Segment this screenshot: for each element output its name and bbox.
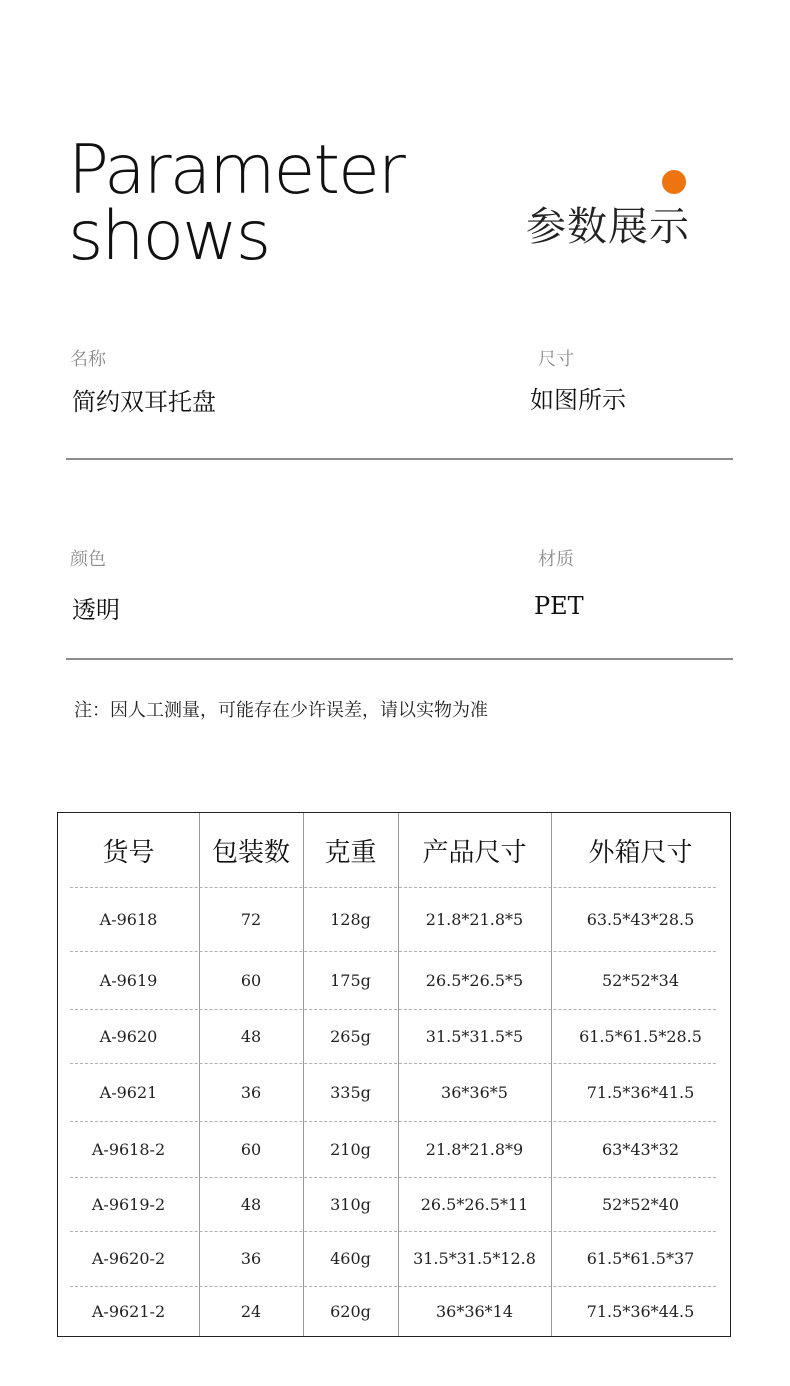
cell-carton-size: 61.5*61.5*37 bbox=[586, 1249, 695, 1268]
cell-weight: 265g bbox=[330, 1026, 371, 1046]
cell-weight: 620g bbox=[330, 1301, 371, 1321]
name-value: 简约双耳托盘 bbox=[72, 388, 216, 416]
material-value: PET bbox=[534, 592, 584, 620]
cell-product-size: 26.5*26.5*11 bbox=[420, 1194, 529, 1214]
cell-product-size: 36*36*14 bbox=[435, 1301, 514, 1321]
material-label: 材质 bbox=[538, 549, 574, 570]
cell-product-size: 31.5*31.5*5 bbox=[425, 1026, 524, 1046]
cell-carton-size: 52*52*40 bbox=[601, 1194, 680, 1214]
header-product-size: 产品尺寸 bbox=[422, 837, 527, 868]
cell-item-no: A-9620-2 bbox=[91, 1249, 166, 1268]
cell-pack-qty: 60 bbox=[240, 970, 262, 990]
cell-pack-qty: 72 bbox=[240, 909, 262, 929]
cell-carton-size: 63.5*43*28.5 bbox=[586, 909, 695, 929]
size-label: 尺寸 bbox=[538, 349, 574, 370]
cell-pack-qty: 36 bbox=[240, 1249, 262, 1268]
cell-product-size: 21.8*21.8*9 bbox=[425, 1139, 524, 1159]
cell-carton-size: 61.5*61.5*28.5 bbox=[579, 1026, 702, 1046]
cell-pack-qty: 48 bbox=[240, 1026, 262, 1046]
page-title-english bbox=[68, 131, 404, 276]
name-label: 名称 bbox=[70, 349, 106, 370]
divider-1 bbox=[66, 458, 733, 460]
cell-item-no: A-9619-2 bbox=[91, 1194, 166, 1214]
cell-product-size: 21.8*21.8*5 bbox=[425, 909, 524, 929]
cell-weight: 210g bbox=[330, 1139, 371, 1159]
cell-pack-qty: 24 bbox=[240, 1301, 262, 1321]
size-value: 如图所示 bbox=[530, 386, 626, 414]
cell-weight: 335g bbox=[330, 1082, 371, 1102]
cell-item-no: A-9618-2 bbox=[91, 1139, 166, 1159]
cell-product-size: 31.5*31.5*12.8 bbox=[413, 1249, 536, 1268]
cell-weight: 310g bbox=[330, 1194, 371, 1214]
cell-pack-qty: 48 bbox=[240, 1194, 262, 1214]
cell-item-no: A-9618 bbox=[99, 909, 158, 929]
cell-carton-size: 71.5*36*44.5 bbox=[586, 1301, 695, 1321]
cell-weight: 175g bbox=[330, 970, 371, 990]
cell-carton-size: 63*43*32 bbox=[601, 1139, 680, 1159]
color-value: 透明 bbox=[72, 596, 120, 624]
cell-weight: 128g bbox=[330, 909, 371, 929]
accent-dot-icon bbox=[662, 170, 686, 194]
header-item-no: 货号 bbox=[102, 837, 155, 868]
header-pack-qty: 包装数 bbox=[211, 837, 290, 868]
title-line-1: Parameter bbox=[68, 131, 404, 210]
cell-carton-size: 71.5*36*41.5 bbox=[586, 1082, 695, 1102]
cell-pack-qty: 60 bbox=[240, 1139, 262, 1159]
header-weight: 克重 bbox=[324, 837, 377, 868]
header-carton-size: 外箱尺寸 bbox=[588, 837, 693, 868]
cell-carton-size: 52*52*34 bbox=[601, 970, 680, 990]
cell-item-no: A-9620 bbox=[99, 1026, 158, 1046]
measurement-note: 注：因人工测量，可能存在少许误差，请以实物为准 bbox=[74, 700, 488, 721]
cell-product-size: 36*36*5 bbox=[441, 1082, 508, 1102]
divider-2 bbox=[66, 658, 733, 660]
title-line-2: shows bbox=[68, 197, 270, 276]
spec-table bbox=[57, 812, 731, 1337]
color-label: 颜色 bbox=[70, 549, 106, 570]
cell-item-no: A-9621-2 bbox=[91, 1301, 166, 1321]
cell-product-size: 26.5*26.5*5 bbox=[425, 970, 524, 990]
cell-weight: 460g bbox=[330, 1249, 371, 1268]
page-title-chinese: 参数展示 bbox=[526, 204, 690, 250]
cell-item-no: A-9619 bbox=[99, 970, 158, 990]
cell-item-no: A-9621 bbox=[99, 1082, 158, 1102]
cell-pack-qty: 36 bbox=[240, 1082, 262, 1102]
